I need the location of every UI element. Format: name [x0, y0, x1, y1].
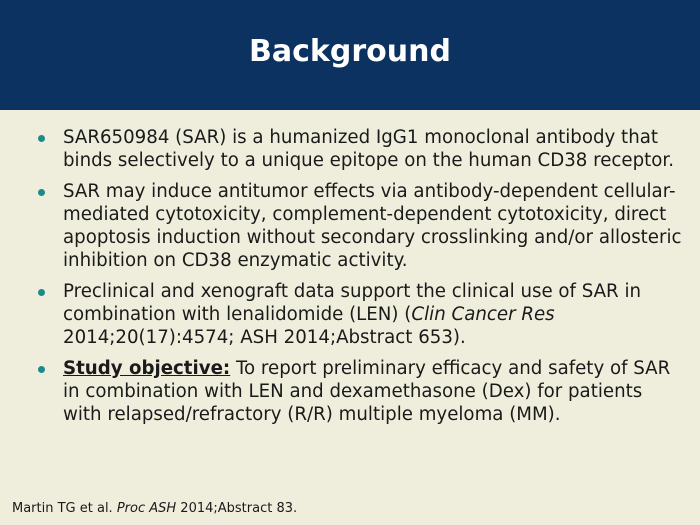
bullet-dot-icon	[38, 189, 45, 196]
bullet-item	[36, 280, 686, 350]
bullet-dot-icon	[38, 366, 45, 373]
bullet-item	[36, 180, 686, 273]
slide-title: Background	[249, 33, 451, 69]
study-objective-label: Study objective:	[63, 357, 231, 379]
citation-footnote	[12, 501, 297, 516]
footnote-rest: 2014;Abstract 83.	[176, 501, 298, 516]
title-bar	[0, 0, 700, 110]
footnote-authors: Martin TG et al.	[12, 501, 117, 516]
bullet-item	[36, 357, 686, 427]
bullet-text: SAR650984 (SAR) is a humanized IgG1 monoclonal antibody that binds selectively to a unique epitope on the human CD38 receptor.	[63, 127, 675, 172]
bullet-text: SAR may induce antitumor effects via antibody-dependent cellular-mediated cytotoxicity, complement-dependent cytotoxicity, direct apoptosis induction without secondary crosslinking and/or allosteric inhibition on CD38 enzymatic activity.	[63, 180, 682, 272]
bullet-dot-icon	[38, 289, 45, 296]
journal-name: Clin Cancer Res	[411, 304, 555, 326]
footnote-journal: Proc ASH	[116, 501, 177, 516]
bullet-text: To report preliminary efficacy and safety of SAR in combination with LEN and dexamethasone (Dex) for patients with relapsed/refractory (R/R) multiple myeloma (MM).	[63, 357, 671, 426]
bullet-list	[36, 126, 686, 434]
bullet-text: Preclinical and xenograft data support the clinical use of SAR in combination with lenalidomide (LEN) (	[63, 280, 642, 326]
bullet-text: 2014;20(17):4574; ASH 2014;Abstract 653).	[63, 327, 466, 349]
bullet-item	[36, 126, 686, 173]
bullet-dot-icon	[38, 135, 45, 142]
